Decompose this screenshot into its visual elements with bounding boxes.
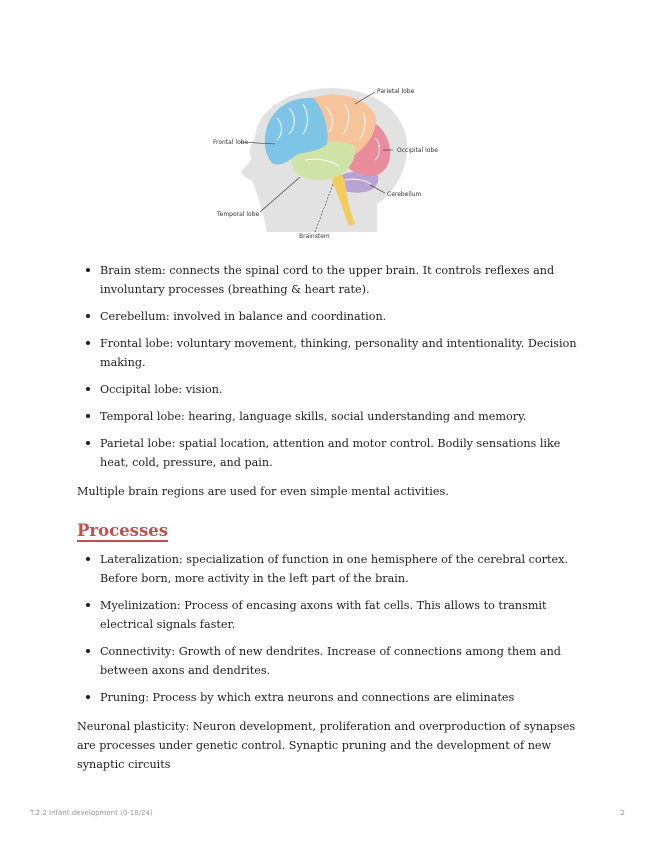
- brain-diagram: [205, 82, 450, 244]
- processes-list: [77, 550, 585, 715]
- list-item: Lateralization: specialization of function in one hemisphere of the cerebral cortex. Before born, more activity in the left part of the brain.: [100, 550, 585, 588]
- list-item: Pruning: Process by which extra neurons and connections are eliminates: [100, 688, 585, 707]
- list-item: Myelinization: Process of encasing axons with fat cells. This allows to transmit electrical signals faster.: [100, 596, 585, 634]
- list-item: Cerebellum: involved in balance and coordination.: [100, 307, 585, 326]
- footer-title: T.2.2 Infant development (0-18/24): [30, 809, 153, 817]
- section-heading-processes: Processes: [77, 521, 169, 540]
- list-item: Temporal lobe: hearing, language skills, social understanding and memory.: [100, 407, 585, 426]
- list-item: Brain stem: connects the spinal cord to the upper brain. It controls reflexes and involuntary processes (breathing & heart rate).: [100, 261, 585, 299]
- label-frontal: Frontal lobe: [213, 139, 249, 146]
- label-cerebellum: Cerebellum: [387, 191, 422, 198]
- list-item: Occipital lobe: vision.: [100, 380, 585, 399]
- plasticity-paragraph: Neuronal plasticity: Neuron development, proliferation and overproduction of synapses are processes under genetic control. Synaptic pruning and the development of new synaptic circuits: [77, 720, 576, 771]
- label-occipital: Occipital lobe: [397, 147, 438, 154]
- brain-regions-list: [77, 261, 585, 480]
- page-number: 2: [620, 809, 625, 817]
- list-item: Frontal lobe: voluntary movement, thinking, personality and intentionality. Decision making.: [100, 334, 585, 372]
- list-item: Parietal lobe: spatial location, attention and motor control. Bodily sensations like heat, cold, pressure, and pain.: [100, 434, 585, 472]
- label-temporal: Temporal lobe: [217, 211, 260, 218]
- regions-note: Multiple brain regions are used for even simple mental activities.: [77, 485, 449, 498]
- list-item: Connectivity: Growth of new dendrites. Increase of connections among them and between axons and dendrites.: [100, 642, 585, 680]
- label-parietal: Parietal lobe: [377, 88, 415, 95]
- label-brainstem: Brainstem: [299, 233, 330, 240]
